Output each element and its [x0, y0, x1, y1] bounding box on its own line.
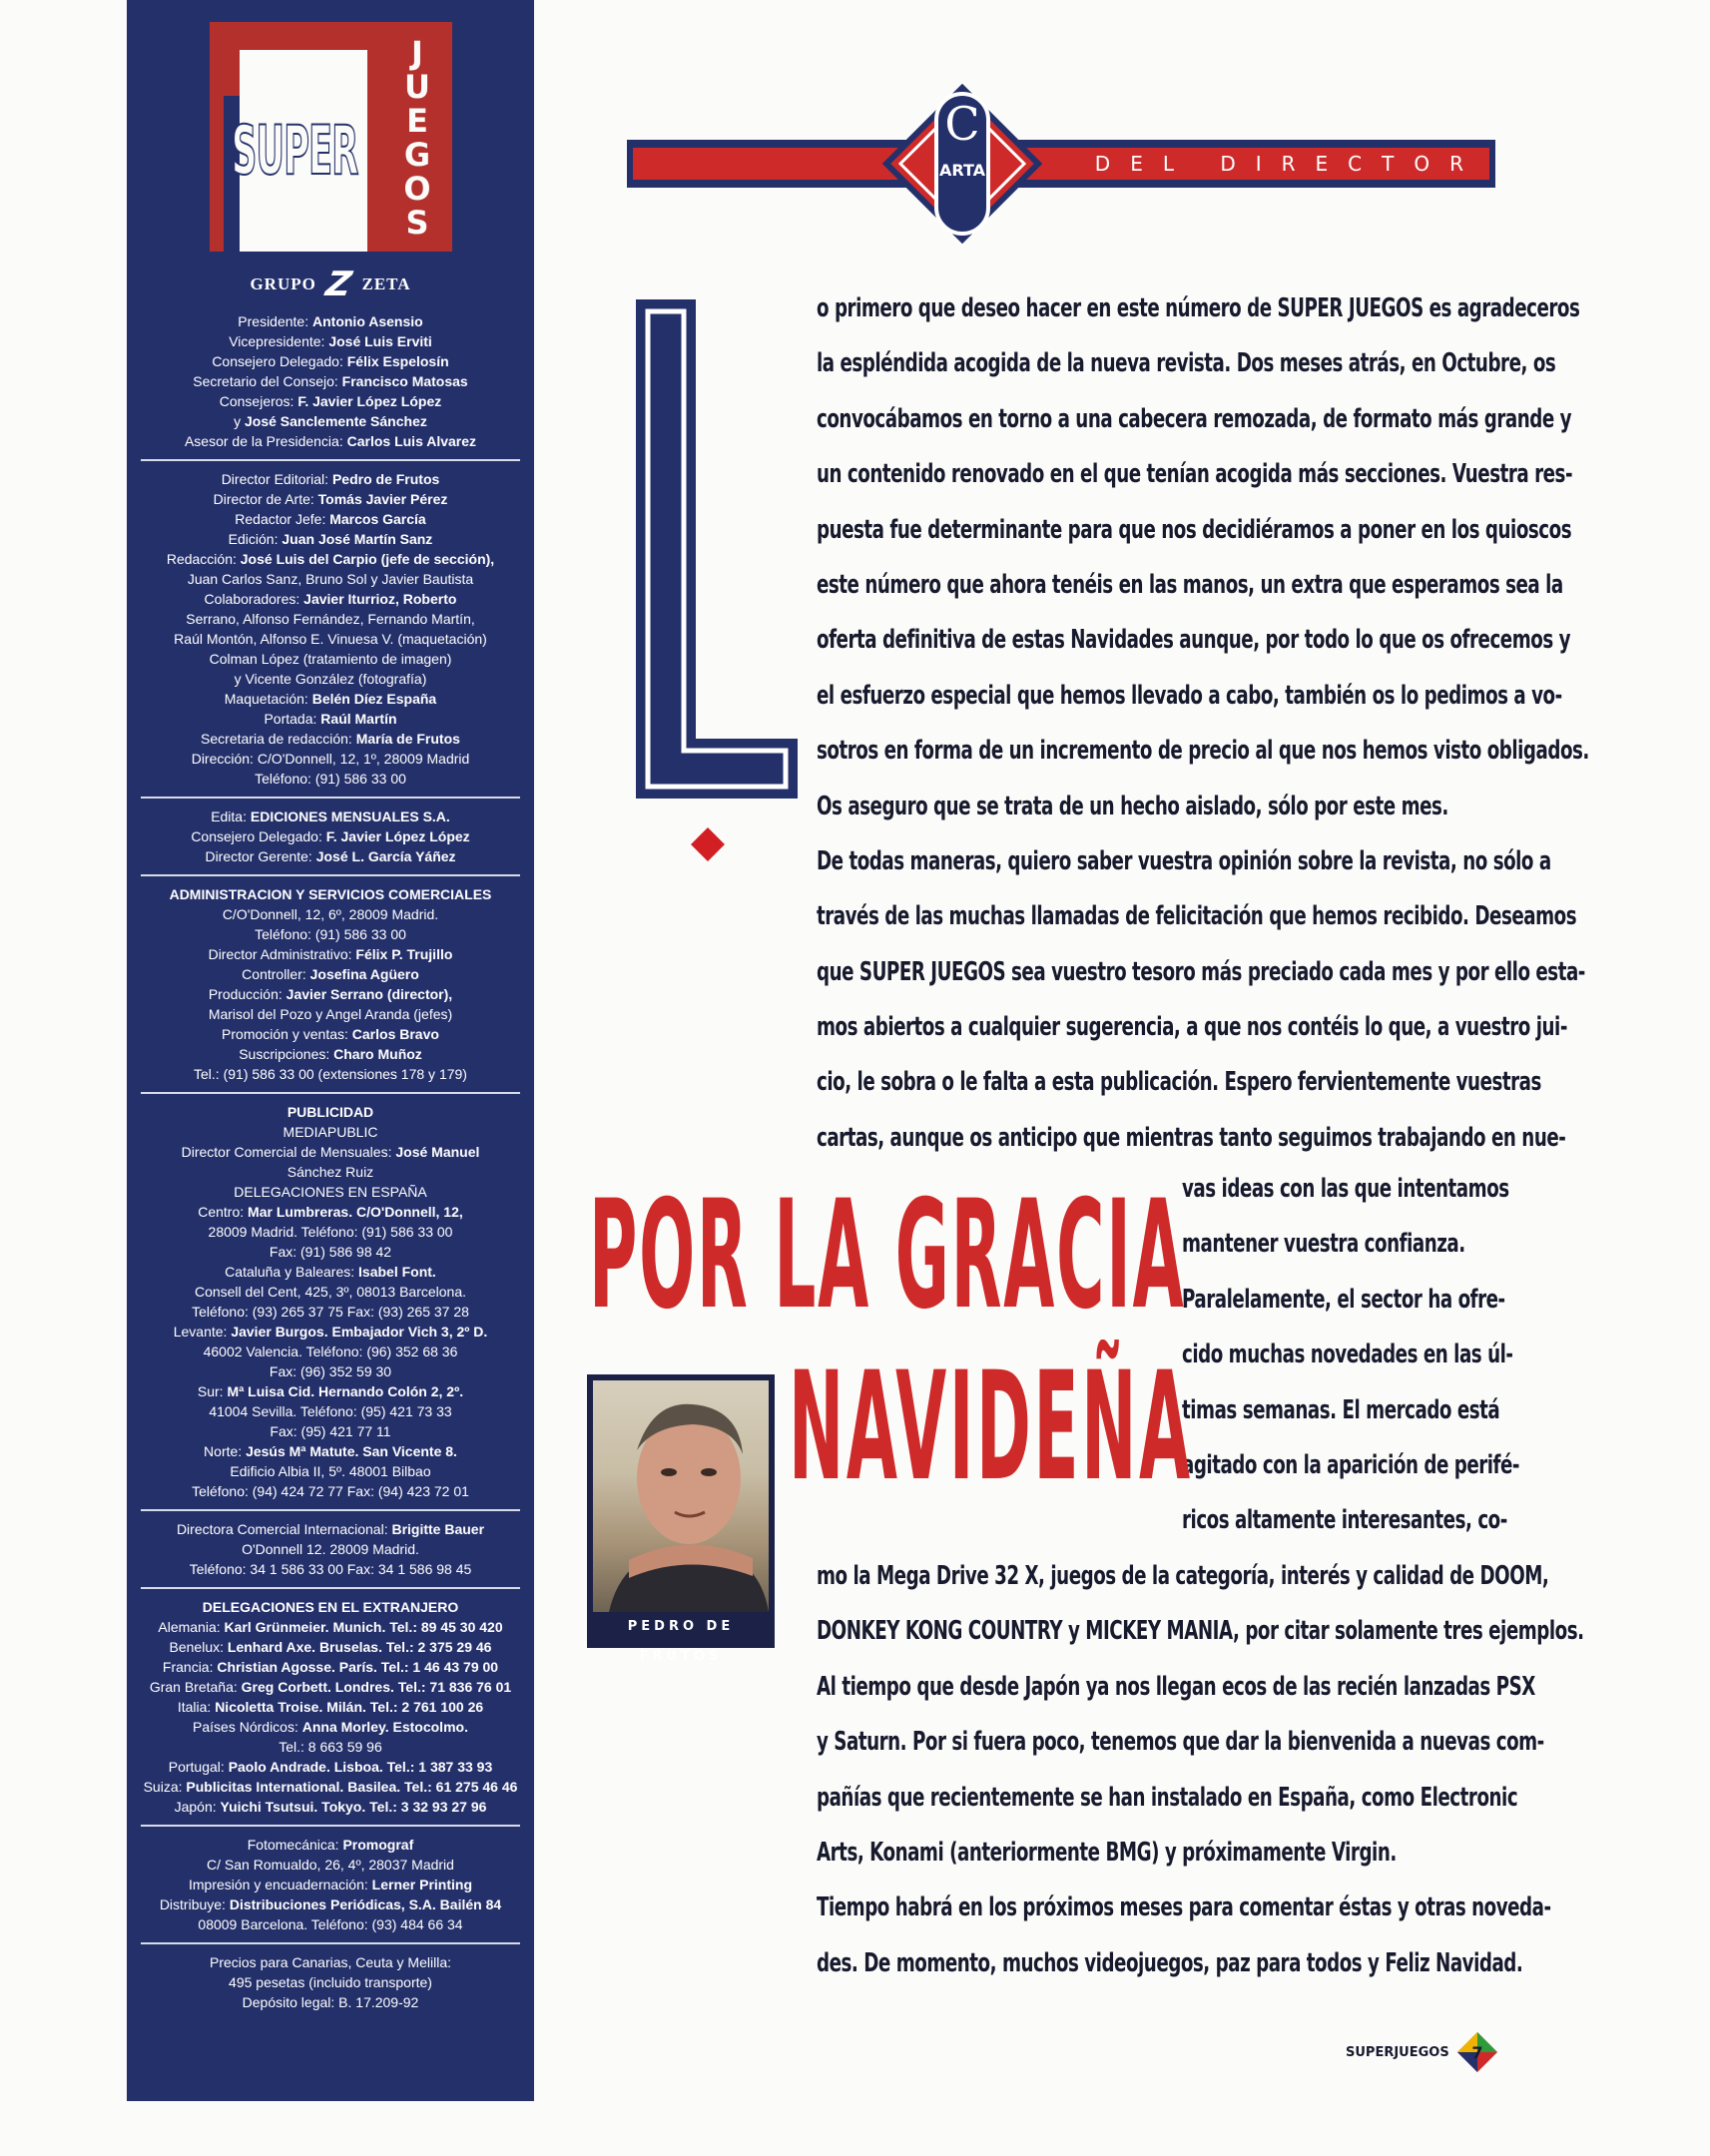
credits-name: Anna Morley. Estocolmo.: [301, 1719, 468, 1735]
article-line: des. De momento, muchos videojuegos, paz para todos y Feliz Navidad.: [817, 1947, 1523, 1978]
credits-line: [135, 846, 526, 866]
credits-line: [135, 1302, 526, 1322]
credits-name: Francisco Matosas: [341, 373, 468, 389]
credits-role: Italia:: [177, 1699, 216, 1715]
article-line: DONKEY KONG COUNTRY y MICKEY MANIA, por citar solamente tres ejemplos.: [817, 1616, 1584, 1647]
credits-name: Colman López (tratamiento de imagen): [209, 651, 452, 667]
credits-line: [135, 469, 526, 489]
article-line: Os aseguro que se trata de un hecho aislado, sólo por este mes.: [817, 791, 1448, 821]
credits-role: Redactor Jefe:: [235, 511, 330, 527]
credits-block: [135, 1519, 526, 1579]
red-diamond-ornament: [691, 827, 725, 861]
credits-role: Consejeros:: [219, 393, 298, 409]
credits-line: [135, 1777, 526, 1797]
credits-name: Raúl Martín: [320, 711, 397, 727]
page-number-diamond-icon: [1455, 2030, 1499, 2074]
credits-block: [135, 311, 526, 451]
credits-line: [135, 1952, 526, 1972]
drop-cap-l: [636, 299, 798, 799]
credits-role: Director Editorial:: [221, 471, 332, 487]
credits-line: [135, 391, 526, 411]
headline-line-1: POR LA GRACIA: [589, 1169, 1186, 1343]
credits-name: F. Javier López López: [297, 393, 442, 409]
credits-role: Portugal:: [168, 1759, 229, 1775]
credits-line: [135, 1222, 526, 1242]
credits-line: [135, 1617, 526, 1637]
credits-name: Publicitas International. Basilea. Tel.: 61 275 46 46: [186, 1779, 518, 1795]
credits-line: [135, 749, 526, 769]
credits-line: [135, 1539, 526, 1559]
credits-block: [135, 469, 526, 789]
credits-name: F. Javier López López: [325, 828, 470, 844]
credits-block: [135, 807, 526, 866]
credits-line: [135, 609, 526, 629]
credits-role: Fotomecánica:: [247, 1837, 343, 1853]
credits-name: Nicoletta Troise. Milán. Tel.: 2 761 100 26: [215, 1699, 484, 1715]
credits-line: [135, 769, 526, 789]
page-footer: [1346, 2032, 1499, 2072]
credits-role: Director de Arte:: [213, 491, 318, 507]
credits-name: 28009 Madrid. Teléfono: (91) 586 33 00: [208, 1224, 453, 1240]
credits-name: DELEGACIONES EN ESPAÑA: [234, 1184, 427, 1200]
article-column-top: [817, 281, 1589, 1166]
credits-block: [135, 1102, 526, 1501]
credits-name: C/O'Donnell, 12, 6º, 28009 Madrid.: [222, 906, 439, 922]
credits-role: Director Gerente:: [205, 848, 316, 864]
credits-line: [135, 529, 526, 549]
article-line: que SUPER JUEGOS sea vuestro tesoro más preciado cada mes y por ello esta-: [817, 956, 1585, 987]
credits-line: [135, 371, 526, 391]
credits-line: [135, 1044, 526, 1064]
credits-name: Teléfono: 34 1 586 33 00 Fax: 34 1 586 98 45: [189, 1561, 472, 1577]
credits-role: Vicepresidente:: [229, 333, 329, 349]
logo-juegos-text: [394, 36, 440, 240]
credits-line: [135, 1142, 526, 1162]
credits-line: [135, 729, 526, 749]
credits-role: Suscripciones:: [239, 1046, 334, 1062]
credits-name: EDICIONES MENSUALES S.A.: [250, 808, 450, 824]
credits-name: 08009 Barcelona. Teléfono: (93) 484 66 34: [198, 1916, 463, 1932]
credits-role: Países Nórdicos:: [193, 1719, 302, 1735]
credits-role: Impresión y encuadernación:: [188, 1877, 372, 1892]
credits-block: [135, 884, 526, 1084]
credits-name: Marcos García: [329, 511, 426, 527]
credits-line: [135, 1202, 526, 1222]
credits-line: [135, 1657, 526, 1677]
credits-role: Norte:: [204, 1443, 247, 1459]
credits-name: Teléfono: (91) 586 33 00: [255, 771, 406, 787]
footer-brand: SUPERJUEGOS: [1346, 2044, 1449, 2060]
credits-name: 41004 Sevilla. Teléfono: (95) 421 73 33: [209, 1403, 452, 1419]
credits-line: [135, 351, 526, 371]
credits-role: Promoción y ventas:: [222, 1026, 352, 1042]
credits-role: Asesor de la Presidencia:: [184, 433, 347, 449]
credits-role: Centro:: [198, 1204, 249, 1220]
article-line: cio, le sobra o le falta a esta publicación. Espero fervientemente vuestras: [817, 1067, 1541, 1098]
credits-section-title: PUBLICIDAD: [286, 1104, 374, 1120]
credits-line: [135, 1461, 526, 1481]
credits-line: [135, 1855, 526, 1875]
credits-line: [135, 1992, 526, 2012]
credits-block: [135, 1952, 526, 2012]
article-line: De todas maneras, quiero saber vuestra opinión sobre la revista, no sólo a: [817, 845, 1551, 876]
emblem-letter: C: [944, 97, 980, 151]
credits-role: Consejero Delegado:: [191, 828, 326, 844]
credits-role: Director Administrativo:: [208, 946, 356, 962]
credits-line: [135, 669, 526, 689]
article-column-bottom: [817, 1549, 1584, 1991]
credits-name: José Luis del Carpio (jefe de sección),: [240, 551, 495, 567]
credits-role: Secretaria de redacción:: [201, 731, 356, 747]
credits-line: [135, 1361, 526, 1381]
credits-role: Controller:: [242, 966, 310, 982]
headline-line-2: NAVIDEÑA: [789, 1341, 1193, 1514]
credits-line: [135, 1677, 526, 1697]
credits-block: [135, 1835, 526, 1934]
credits-name: Juan José Martín Sanz: [282, 531, 433, 547]
credits-role: Japón:: [174, 1799, 221, 1815]
credits-line: [135, 944, 526, 964]
author-photo: [587, 1374, 775, 1664]
credits-role: Francia:: [162, 1659, 218, 1675]
credits-name: Félix Espelosín: [346, 353, 449, 369]
credits-role: Gran Bretaña:: [149, 1679, 242, 1695]
credits-line: [135, 549, 526, 569]
credits-line: [135, 1242, 526, 1262]
credits-name: Tomás Javier Pérez: [317, 491, 448, 507]
credits-name: Javier Serrano (director),: [285, 986, 453, 1002]
credits-name: Isabel Font.: [358, 1264, 436, 1280]
article-line: cartas, aunque os anticipo que mientras tanto seguimos trabajando en nue-: [817, 1122, 1566, 1153]
credits-name: Mar Lumbreras. C/O'Donnell, 12,: [248, 1204, 463, 1220]
credits-name: MEDIAPUBLIC: [283, 1124, 378, 1140]
article-line: timas semanas. El mercado está: [1182, 1394, 1500, 1425]
credits-name: y Vicente González (fotografía): [234, 671, 427, 687]
credits-name: Serrano, Alfonso Fernández, Fernando Martín,: [186, 611, 475, 627]
credits-name: Javier Burgos. Embajador Vich 3, 2º D.: [231, 1324, 488, 1340]
credits-line: [135, 1162, 526, 1182]
credits-line: [135, 1757, 526, 1777]
credits-list: [135, 311, 526, 2012]
article-line: este número que ahora tenéis en las manos, un extra que esperamos sea la: [817, 569, 1563, 600]
credits-line: [135, 589, 526, 609]
logo-juegos-letter: S: [405, 204, 429, 242]
article-line: la espléndida acogida de la nueva revista. Dos meses atrás, en Octubre, os: [817, 348, 1556, 379]
credits-divider: [141, 1942, 520, 1944]
credits-name: 46002 Valencia. Teléfono: (96) 352 68 36: [203, 1344, 458, 1359]
credits-name: María de Frutos: [355, 731, 460, 747]
credits-name: Yuichi Tsutsui. Tokyo. Tel.: 3 32 93 27 96: [220, 1799, 487, 1815]
credits-role: Director Comercial de Mensuales:: [181, 1144, 396, 1160]
grupo-label: GRUPO: [250, 274, 316, 293]
super-juegos-logo: [210, 22, 452, 252]
credits-section-title: DELEGACIONES EN EL EXTRANJERO: [202, 1599, 459, 1615]
logo-juegos-letter: J: [411, 34, 423, 72]
credits-name: Lenhard Axe. Bruselas. Tel.: 2 375 29 46: [227, 1639, 492, 1655]
credits-line: [135, 489, 526, 509]
credits-name: José Luis Erviti: [328, 333, 432, 349]
credits-line: [135, 1262, 526, 1282]
credits-line: [135, 411, 526, 431]
credits-name: Teléfono: (93) 265 37 75 Fax: (93) 265 37 28: [192, 1304, 469, 1320]
credits-name: C/ San Romualdo, 26, 4º, 28037 Madrid: [207, 1857, 454, 1873]
credits-name: Fax: (91) 586 98 42: [269, 1244, 392, 1260]
masthead-sidebar: [127, 0, 534, 2101]
credits-role: Producción:: [208, 986, 286, 1002]
credits-line: [135, 1559, 526, 1579]
credits-line: [135, 1322, 526, 1342]
credits-role: y: [234, 413, 245, 429]
article-line: ricos altamente interesantes, co-: [1182, 1505, 1507, 1536]
credits-role: Alemania:: [158, 1619, 225, 1635]
credits-name: Jesús Mª Matute. San Vicente 8.: [246, 1443, 457, 1459]
article-line: un contenido renovado en el que tenían acogida más secciones. Vuestra res-: [817, 459, 1573, 490]
credits-line: [135, 689, 526, 709]
credits-name: Edificio Albia II, 5º. 48001 Bilbao: [230, 1463, 431, 1479]
credits-role: Sur:: [197, 1383, 228, 1399]
credits-line: [135, 1282, 526, 1302]
credits-name: Precios para Canarias, Ceuta y Melilla:: [210, 1954, 451, 1970]
article-line: vas ideas con las que intentamos: [1182, 1174, 1509, 1204]
credits-name: Promograf: [342, 1837, 414, 1853]
credits-name: Juan Carlos Sanz, Bruno Sol y Javier Bautista: [187, 571, 474, 587]
credits-name: Karl Grünmeier. Munich. Tel.: 89 45 30 420: [224, 1619, 503, 1635]
credits-name: Carlos Luis Alvarez: [346, 433, 477, 449]
credits-role: Consejero Delegado:: [212, 353, 347, 369]
credits-line: [135, 1421, 526, 1441]
credits-name: Fax: (96) 352 59 30: [269, 1363, 392, 1379]
portrait-illustration: [593, 1380, 769, 1612]
credits-line: [135, 569, 526, 589]
credits-name: Lerner Printing: [371, 1877, 473, 1892]
article-line: oferta definitiva de estas Navidades aunque, por todo lo que os ofrecemos y: [817, 625, 1571, 656]
credits-name: Christian Agosse. París. Tel.: 1 46 43 79 00: [217, 1659, 499, 1675]
credits-line: [135, 1342, 526, 1361]
article-line: y Saturn. Por si fuera poco, tenemos que dar la bienvenida a nuevas com-: [817, 1727, 1544, 1758]
credits-role: Directora Comercial Internacional:: [176, 1521, 392, 1537]
credits-name: 495 pesetas (incluido transporte): [229, 1974, 432, 1990]
credits-name: Marisol del Pozo y Angel Aranda (jefes): [208, 1006, 453, 1022]
credits-line: [135, 1972, 526, 1992]
article-line: Al tiempo que desde Japón ya nos llegan ecos de las recién lanzadas PSX: [817, 1671, 1535, 1702]
credits-line: [135, 1875, 526, 1894]
section-label: DEL DIRECTOR: [1094, 152, 1483, 176]
credits-line: [135, 331, 526, 351]
credits-section-title: ADMINISTRACION Y SERVICIOS COMERCIALES: [169, 886, 492, 902]
credits-name: José Sanclemente Sánchez: [245, 413, 427, 429]
credits-role: Edición:: [228, 531, 283, 547]
grupo-zeta: [127, 265, 534, 304]
credits-line: [135, 1481, 526, 1501]
credits-name: Raúl Montón, Alfonso E. Vinuesa V. (maquetación): [174, 631, 487, 647]
article-line: agitado con la aparición de perifé-: [1182, 1449, 1520, 1480]
credits-name: Tel.: 8 663 59 96: [279, 1739, 382, 1755]
credits-line: [135, 904, 526, 924]
credits-line: [135, 1737, 526, 1757]
article-line: el esfuerzo especial que hemos llevado a cabo, también os lo pedimos a vo-: [817, 680, 1562, 711]
article-line: convocábamos en torno a una cabecera remozada, de formato más grande y: [817, 403, 1572, 434]
credits-line: [135, 1381, 526, 1401]
credits-divider: [141, 1509, 520, 1511]
credits-name: Charo Muñoz: [333, 1046, 422, 1062]
credits-name: Teléfono: (94) 424 72 77 Fax: (94) 423 72 01: [192, 1483, 469, 1499]
credits-name: Antonio Asensio: [312, 313, 423, 329]
credits-name: Belén Díez España: [311, 691, 437, 707]
credits-line: [135, 1835, 526, 1855]
credits-role: Cataluña y Baleares:: [225, 1264, 359, 1280]
credits-name: Félix P. Trujillo: [355, 946, 453, 962]
credits-name: Sánchez Ruiz: [286, 1164, 374, 1180]
credits-role: Distribuye:: [159, 1896, 230, 1912]
credits-line: [135, 1519, 526, 1539]
logo-juegos-letter: U: [404, 68, 430, 106]
credits-name: José Manuel: [395, 1144, 480, 1160]
credits-name: Josefina Agüero: [309, 966, 419, 982]
credits-block: [135, 1597, 526, 1817]
credits-line: [135, 1024, 526, 1044]
credits-role: Maquetación:: [224, 691, 312, 707]
credits-role: Secretario del Consejo:: [193, 373, 342, 389]
credits-name: Pedro de Frutos: [331, 471, 440, 487]
credits-name: O'Donnell 12. 28009 Madrid.: [242, 1541, 419, 1557]
credits-line: [135, 509, 526, 529]
credits-role: Levante:: [173, 1324, 232, 1340]
logo-juegos-letter: O: [403, 170, 431, 208]
credits-name: Carlos Bravo: [351, 1026, 439, 1042]
credits-line: [135, 924, 526, 944]
credits-name: Depósito legal: B. 17.209-92: [242, 1994, 419, 2010]
portrait-image: [593, 1380, 769, 1612]
section-header: [627, 97, 1495, 188]
credits-name: Brigitte Bauer: [391, 1521, 485, 1537]
credits-line: [135, 1797, 526, 1817]
credits-name: Javier Iturrioz, Roberto: [303, 591, 457, 607]
article-line: mo la Mega Drive 32 X, juegos de la categoría, interés y calidad de DOOM,: [817, 1561, 1549, 1591]
credits-line: [135, 1441, 526, 1461]
article-line: través de las muchas llamadas de felicitación que hemos recibido. Deseamos: [817, 901, 1577, 932]
article-line: Arts, Konami (anteriormente BMG) y próximamente Virgin.: [817, 1837, 1397, 1868]
credits-role: Redacción:: [166, 551, 241, 567]
article-line: pañías que recientemente se han instalado en España, como Electronic: [817, 1782, 1518, 1813]
credits-line: [135, 1914, 526, 1934]
credits-role: Colaboradores:: [204, 591, 304, 607]
article-line: mos abiertos a cualquier sugerencia, a que nos contéis lo que, a vuestro jui-: [817, 1012, 1567, 1043]
credits-name: Dirección: C/O'Donnell, 12, 1º, 28009 Madrid: [191, 751, 470, 767]
logo-juegos-letter: E: [406, 102, 428, 140]
credits-line: [135, 1637, 526, 1657]
article-line: mantener vuestra confianza.: [1182, 1229, 1465, 1260]
credits-name: Consell del Cent, 425, 3º, 08013 Barcelona.: [194, 1284, 467, 1300]
credits-name: Tel.: (91) 586 33 00 (extensiones 178 y 179): [194, 1066, 467, 1082]
credits-line: [135, 649, 526, 669]
credits-name: José L. García Yáñez: [315, 848, 456, 864]
credits-line: [135, 807, 526, 826]
article-line: Tiempo habrá en los próximos meses para comentar éstas y otras noveda-: [817, 1892, 1551, 1923]
photo-caption: PEDRO DE FRUTOS: [627, 1619, 735, 1664]
credits-line: [135, 1182, 526, 1202]
credits-line: [135, 311, 526, 331]
logo-super-text: SUPER: [232, 112, 358, 191]
credits-line: [135, 1401, 526, 1421]
credits-role: Benelux:: [169, 1639, 228, 1655]
article-line: sotros en forma de un incremento de precio al que nos hemos visto obligados.: [817, 736, 1589, 767]
credits-divider: [141, 1825, 520, 1827]
credits-role: Suiza:: [143, 1779, 187, 1795]
credits-divider: [141, 874, 520, 876]
credits-line: [135, 1064, 526, 1084]
credits-name: Mª Luisa Cid. Hernando Colón 2, 2º.: [227, 1383, 464, 1399]
credits-role: Portada:: [264, 711, 321, 727]
credits-line: [135, 431, 526, 451]
credits-divider: [141, 1587, 520, 1589]
credits-line: [135, 964, 526, 984]
credits-divider: [141, 797, 520, 799]
credits-name: Fax: (95) 421 77 11: [270, 1423, 391, 1439]
article-line: cido muchas novedades en las úl-: [1182, 1340, 1513, 1370]
credits-line: [135, 1122, 526, 1142]
article-column-narrow: [1182, 1162, 1520, 1549]
credits-line: [135, 629, 526, 649]
credits-name: Greg Corbett. Londres. Tel.: 71 836 76 01: [241, 1679, 512, 1695]
article-line: o primero que deseo hacer en este número de SUPER JUEGOS es agradeceros: [817, 293, 1580, 323]
credits-divider: [141, 1092, 520, 1094]
article-line: puesta fue determinante para que nos decidiéramos a poner en los quioscos: [817, 514, 1572, 545]
credits-line: [135, 826, 526, 846]
emblem-word: ARTA: [938, 161, 986, 180]
credits-divider: [141, 459, 520, 461]
credits-role: Presidente:: [238, 313, 312, 329]
page-number: 7: [1471, 2043, 1483, 2062]
credits-name: Teléfono: (91) 586 33 00: [255, 926, 406, 942]
credits-line: [135, 1697, 526, 1717]
credits-role: Edita:: [211, 808, 251, 824]
credits-line: [135, 1717, 526, 1737]
credits-line: [135, 984, 526, 1004]
logo-juegos-letter: G: [403, 136, 431, 174]
credits-line: [135, 1894, 526, 1914]
zeta-label: ZETA: [361, 274, 411, 293]
zeta-logo-icon: Z: [322, 265, 356, 304]
credits-line: [135, 1004, 526, 1024]
article-line: Paralelamente, el sector ha ofre-: [1182, 1284, 1505, 1315]
credits-line: [135, 709, 526, 729]
carta-emblem-icon: [882, 84, 1042, 244]
credits-name: Distribuciones Periódicas, S.A. Bailén 84: [229, 1896, 502, 1912]
credits-name: Paolo Andrade. Lisboa. Tel.: 1 387 33 93: [228, 1759, 493, 1775]
